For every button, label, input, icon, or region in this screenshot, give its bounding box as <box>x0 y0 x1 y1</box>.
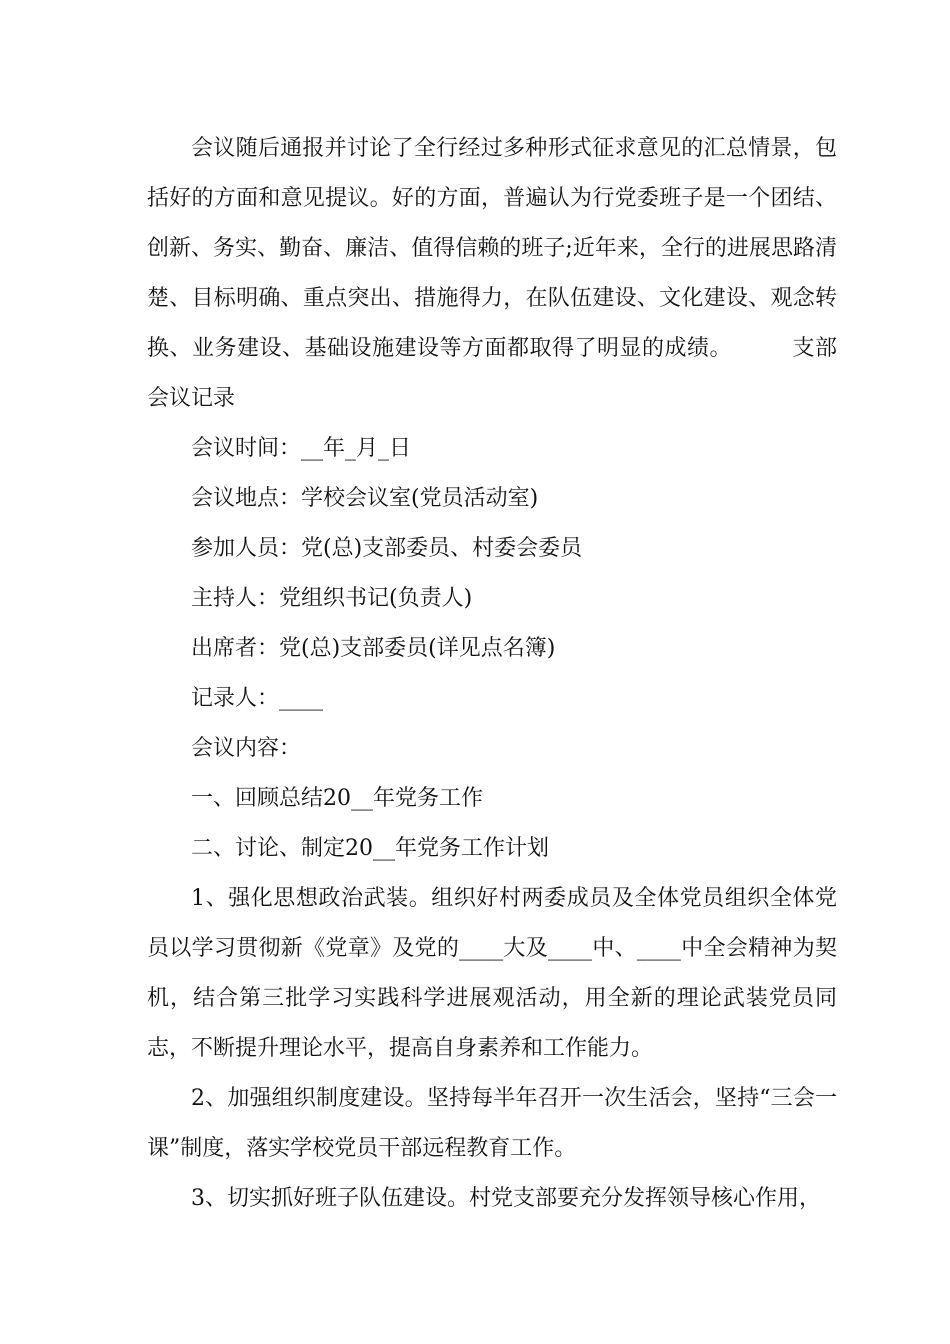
meeting-present: 出席者：党(总)支部委员(详见点名簿) <box>191 636 556 661</box>
agenda-item-review: 一、回顾总结20__年党务工作 <box>191 786 483 811</box>
paragraph-meeting-summary <box>147 124 837 424</box>
document-body <box>147 124 837 1224</box>
meeting-attendees: 参加人员：党(总)支部委员、村委会委员 <box>191 536 583 561</box>
plan-item-1: 1、强化思想政治武装。组织好村两委成员及全体党员组织全体党员以学习贯彻新《党章》及党的____大及____中、____中全会精神为契机，结合第三批学习实践科学进展观活动，用全新的理论武装党员同志，不断提升理论水平，提高自身素养和工作能力。 <box>147 886 837 1061</box>
meeting-time: 会议时间：__年_月_日 <box>191 436 412 461</box>
meeting-location: 会议地点：学校会议室(党员活动室) <box>191 486 539 511</box>
plan-item-2: 2、加强组织制度建设。坚持每半年召开一次生活会，坚持“三会一课”制度，落实学校党员干部远程教育工作。 <box>147 1086 837 1161</box>
meeting-recorder: 记录人：____ <box>191 686 324 711</box>
paragraph-text: 会议随后通报并讨论了全行经过多种形式征求意见的汇总情景，包括好的方面和意见提议。好的方面，普遍认为行党委班子是一个团结、创新、务实、勤奋、廉洁、值得信赖的班子;近年来，全行的进展思路清楚、目标明确、重点突出、措施得力，在队伍建设、文化建设、观念转换、业务建设、基础设施建设等方面都取得了明显的成绩。 <box>147 136 837 361</box>
section-heading: 支部会议记录 <box>147 336 837 411</box>
plan-item-3: 3、切实抓好班子队伍建设。村党支部要充分发挥领导核心作用， <box>191 1186 821 1211</box>
agenda-item-plan: 二、讨论、制定20__年党务工作计划 <box>191 836 549 861</box>
meeting-content-label: 会议内容： <box>191 736 302 761</box>
meeting-host: 主持人：党组织书记(负责人) <box>191 586 473 611</box>
